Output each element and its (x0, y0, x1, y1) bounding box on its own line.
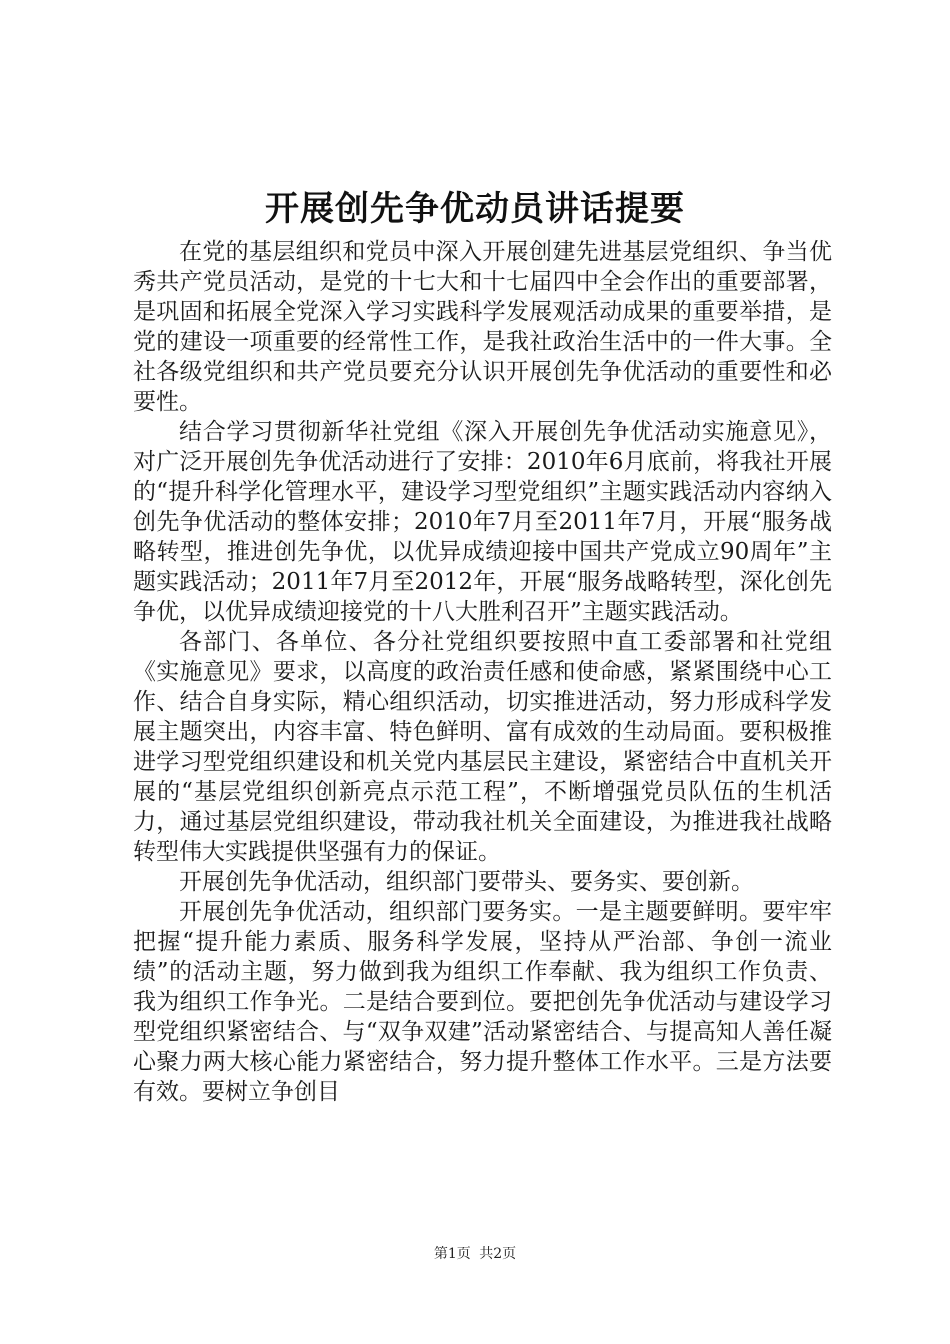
paragraph: 在党的基层组织和党员中深入开展创建先进基层党组织、争当优秀共产党员活动，是党的十七大和十七届四中全会作出的重要部署，是巩固和拓展全党深入学习实践科学发展观活动成果的重要举措，是党的建设一项重要的经常性工作，是我社政治生活中的一件大事。全社各级党组织和共产党员要充分认识开展创先争优活动的重要性和必要性。 (133, 239, 832, 415)
paragraph: 开展创先争优活动，组织部门要务实。一是主题要鲜明。要牢牢把握“提升能力素质、服务科学发展，坚持从严治部、争创一流业绩”的活动主题，努力做到我为组织工作奉献、我为组织工作负责、我为组织工作争光。二是结合要到位。要把创先争优活动与建设学习型党组织紧密结合、与“双争双建”活动紧密结合、与提高知人善任凝心聚力两大核心能力紧密结合，努力提升整体工作水平。三是方法要有效。要树立争创目 (133, 899, 832, 1105)
page-number: 第1页 (433, 1246, 471, 1262)
paragraph: 各部门、各单位、各分社党组织要按照中直工委部署和社党组《实施意见》要求，以高度的政治责任感和使命感，紧紧围绕中心工作、结合自身实际，精心组织活动，切实推进活动，努力形成科学发展主题突出，内容丰富、特色鲜明、富有成效的生动局面。要积极推进学习型党组织建设和机关党内基层民主建设，紧密结合中直机关开展的“基层党组织创新亮点示范工程”，不断增强党员队伍的生机活力，通过基层党组织建设，带动我社机关全面建设，为推进我社战略转型伟大实践提供坚强有力的保证。 (133, 629, 832, 865)
document-title: 开展创先争优动员讲话提要 (265, 189, 685, 229)
page-total: 共2页 (479, 1246, 517, 1262)
page-footer (0, 1244, 950, 1264)
paragraph: 开展创先争优活动，组织部门要带头、要务实、要创新。 (179, 869, 754, 895)
document-body (133, 237, 832, 1107)
paragraph: 结合学习贯彻新华社党组《深入开展创先争优活动实施意见》，对广泛开展创先争优活动进行了安排：2010年6月底前，将我社开展的“提升科学化管理水平，建设学习型党组织”主题实践活动内容纳入创先争优活动的整体安排；2010年7月至2011年7月，开展“服务战略转型，推进创先争优，以优异成绩迎接中国共产党成立90周年”主题实践活动；2011年7月至2012年，开展“服务战略转型，深化创先争优，以优异成绩迎接党的十八大胜利召开”主题实践活动。 (133, 419, 832, 625)
